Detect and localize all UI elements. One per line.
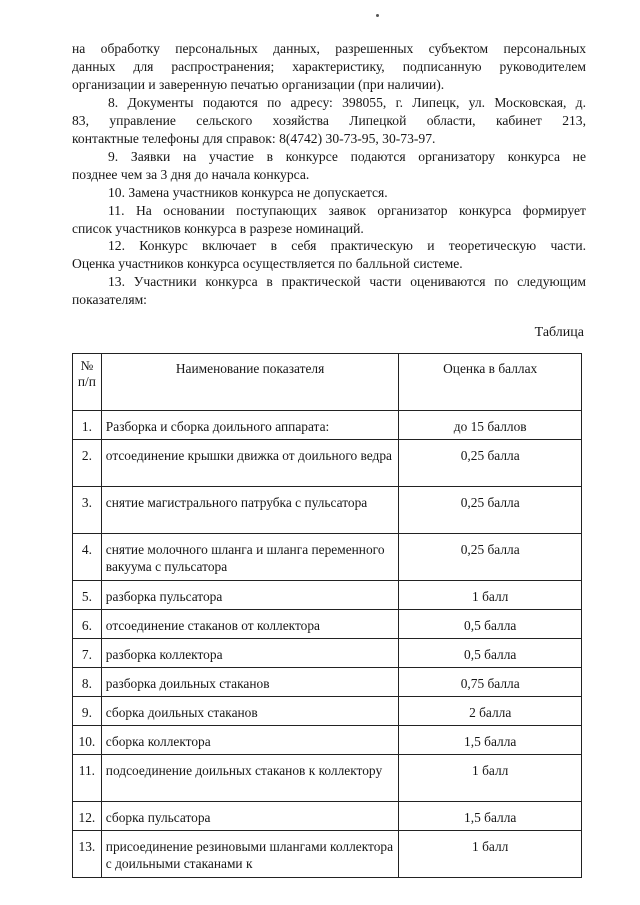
header-number bbox=[73, 354, 102, 411]
table-row bbox=[73, 610, 582, 639]
table-row bbox=[73, 487, 582, 534]
paragraph-11-participant-list bbox=[72, 202, 586, 238]
text-line: 8. Документы подаются по адресу: 398055, г. Липецк, ул. Московская, д. bbox=[108, 95, 586, 110]
row-score: 1 балл bbox=[399, 755, 582, 802]
paragraph-consent bbox=[72, 40, 586, 93]
text-line: Оценка участников конкурса осуществляется по балльной системе. bbox=[72, 255, 463, 271]
row-indicator: разборка доильных стаканов bbox=[101, 668, 399, 697]
row-score: 1,5 балла bbox=[399, 802, 582, 831]
row-score: 0,75 балла bbox=[399, 668, 582, 697]
row-number: 12. bbox=[73, 802, 102, 831]
row-number: 3. bbox=[73, 487, 102, 534]
paragraph-8-address bbox=[72, 94, 586, 147]
table-row bbox=[73, 534, 582, 581]
row-number: 6. bbox=[73, 610, 102, 639]
table-row bbox=[73, 581, 582, 610]
table-row bbox=[73, 831, 582, 878]
row-number: 5. bbox=[73, 581, 102, 610]
row-score: 0,25 балла bbox=[399, 534, 582, 581]
table-row bbox=[73, 755, 582, 802]
table-row bbox=[73, 802, 582, 831]
text-line: 12. Конкурс включает в себя практическую и теоретическую части. bbox=[108, 238, 586, 253]
row-number: 7. bbox=[73, 639, 102, 668]
row-number: 8. bbox=[73, 668, 102, 697]
row-indicator: сборка пульсатора bbox=[101, 802, 399, 831]
row-number: 4. bbox=[73, 534, 102, 581]
scan-speck bbox=[376, 14, 379, 17]
row-score: 2 балла bbox=[399, 697, 582, 726]
table-row bbox=[73, 668, 582, 697]
paragraph-13-practical-scoring bbox=[72, 273, 586, 309]
text-line: позднее чем за 3 дня до начала конкурса. bbox=[72, 166, 310, 182]
row-score: 0,25 балла bbox=[399, 440, 582, 487]
row-number: 1. bbox=[73, 411, 102, 440]
row-number: 2. bbox=[73, 440, 102, 487]
row-indicator: Разборка и сборка доильного аппарата: bbox=[101, 411, 399, 440]
table-row bbox=[73, 697, 582, 726]
table-row bbox=[73, 726, 582, 755]
row-score: 1,5 балла bbox=[399, 726, 582, 755]
header-indicator-name: Наименование показателя bbox=[101, 354, 399, 411]
text-line: 13. Участники конкурса в практической части оцениваются по следующим bbox=[108, 274, 586, 289]
row-indicator: снятие магистрального патрубка с пульсатора bbox=[101, 487, 399, 534]
table-row bbox=[73, 639, 582, 668]
text-line: список участников конкурса в разрезе номинаций. bbox=[72, 220, 364, 236]
table-row bbox=[73, 411, 582, 440]
row-indicator: разборка коллектора bbox=[101, 639, 399, 668]
row-number: 11. bbox=[73, 755, 102, 802]
text-line: на обработку персональных данных, разрешенных субъектом персональных bbox=[72, 41, 586, 56]
row-indicator: присоединение резиновыми шлангами коллектора с доильными стаканами к bbox=[101, 831, 399, 878]
text-line: 11. На основании поступающих заявок организатор конкурса формирует bbox=[108, 203, 586, 218]
text-line: организации и заверенную печатью организации (при наличии). bbox=[72, 76, 445, 92]
paragraph-10-replacement bbox=[72, 184, 586, 202]
table-header-row bbox=[73, 354, 582, 411]
text-line: данных для распространения; характеристику, подписанную руководителем bbox=[72, 58, 586, 74]
paragraph-9-applications bbox=[72, 148, 586, 184]
row-indicator: сборка доильных стаканов bbox=[101, 697, 399, 726]
row-score: 0,5 балла bbox=[399, 610, 582, 639]
row-score: до 15 баллов bbox=[399, 411, 582, 440]
row-number: 10. bbox=[73, 726, 102, 755]
paragraph-12-contest-parts bbox=[72, 237, 586, 273]
text-line: 9. Заявки на участие в конкурсе подаются организатору конкурса не bbox=[108, 149, 586, 164]
row-score: 0,5 балла bbox=[399, 639, 582, 668]
scoring-table bbox=[72, 353, 582, 878]
row-indicator: подсоединение доильных стаканов к коллектору bbox=[101, 755, 399, 802]
header-number-line: п/п bbox=[77, 374, 96, 389]
row-number: 9. bbox=[73, 697, 102, 726]
row-indicator: отсоединение крышки движка от доильного ведра bbox=[101, 440, 399, 487]
text-line: 10. Замена участников конкурса не допускается. bbox=[108, 185, 388, 200]
row-score: 1 балл bbox=[399, 581, 582, 610]
row-score: 1 балл bbox=[399, 831, 582, 878]
row-indicator: отсоединение стаканов от коллектора bbox=[101, 610, 399, 639]
row-indicator: разборка пульсатора bbox=[101, 581, 399, 610]
text-line: показателям: bbox=[72, 291, 147, 307]
row-indicator: снятие молочного шланга и шланга переменного вакуума с пульсатора bbox=[101, 534, 399, 581]
table-caption: Таблица bbox=[534, 325, 584, 340]
row-score: 0,25 балла bbox=[399, 487, 582, 534]
table-row bbox=[73, 440, 582, 487]
header-number-line: № bbox=[80, 358, 94, 373]
header-score: Оценка в баллах bbox=[399, 354, 582, 411]
row-number: 13. bbox=[73, 831, 102, 878]
row-indicator: сборка коллектора bbox=[101, 726, 399, 755]
text-line: контактные телефоны для справок: 8(4742) 30-73-95, 30-73-97. bbox=[72, 130, 436, 146]
text-line: 83, управление сельского хозяйства Липецкой области, кабинет 213, bbox=[72, 112, 586, 128]
